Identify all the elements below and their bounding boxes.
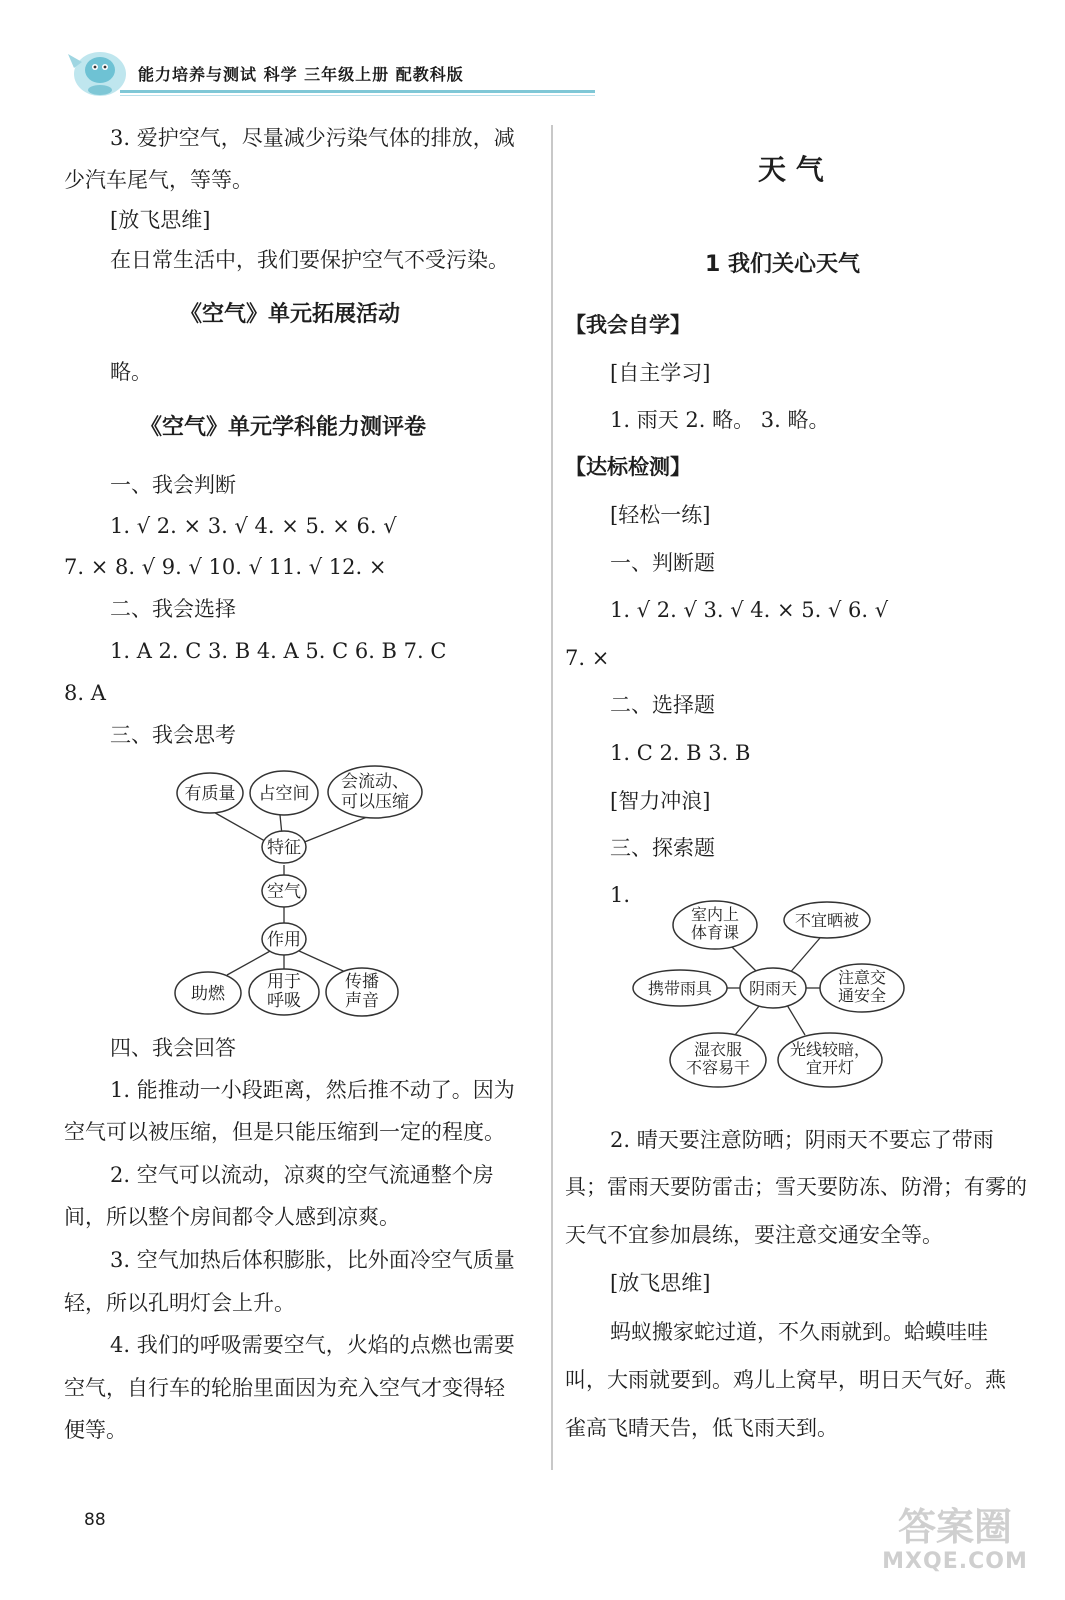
node-label: 可以压缩: [341, 792, 409, 812]
answer-line: 1. C 2. B 3. B: [610, 741, 751, 765]
node-label: 声音: [345, 991, 379, 1011]
text-line: 少汽车尾气，等等。: [64, 168, 253, 192]
node-label: 携带雨具: [647, 979, 713, 998]
answer-line: 空气可以被压缩，但是只能压缩到一定的程度。: [64, 1120, 505, 1144]
node-label: 通安全: [837, 986, 887, 1005]
watermark: [865, 1505, 1045, 1575]
section-label: [自主学习]: [610, 361, 711, 385]
section-label: [智力冲浪]: [610, 789, 711, 813]
node-label: 用于: [267, 972, 301, 992]
answer-line: 1. 雨天 2. 略。 3. 略。: [610, 408, 830, 432]
column-divider: [551, 125, 553, 1470]
question-section: 一、判断题: [610, 551, 715, 575]
node-label: 呼吸: [267, 991, 301, 1011]
answer-line: 叫，大雨就要到。鸡儿上窝早，明日天气好。燕: [565, 1368, 1006, 1392]
text-line: 3. 爱护空气，尽量减少污染气体的排放，减: [110, 126, 515, 150]
node-label: 助燃: [191, 984, 225, 1004]
question-section: 二、我会选择: [110, 597, 236, 621]
answer-line: 1. √ 2. × 3. √ 4. × 5. × 6. √: [110, 514, 397, 538]
text-line: 略。: [110, 360, 152, 384]
answer-line: 1. √ 2. √ 3. √ 4. × 5. √ 6. √: [610, 598, 889, 622]
node-label: 特征: [267, 838, 301, 858]
page-number: 88: [84, 1510, 106, 1530]
unit-title: 天 气: [758, 153, 824, 186]
node-label: 宜开灯: [805, 1058, 855, 1077]
answer-line: 1.: [610, 883, 631, 907]
node-label: 空气: [267, 882, 301, 902]
section-heading: 《空气》单元学科能力测评卷: [140, 415, 427, 440]
watermark-logo-text: 答案圈: [897, 1505, 1012, 1549]
section-label: [放飞思维]: [610, 1271, 711, 1295]
node-label: 会流动、: [341, 772, 409, 792]
section-label: [轻松一练]: [610, 503, 711, 527]
node-label: 阴雨天: [748, 979, 798, 998]
watermark-url: MXQE.COM: [882, 1549, 1028, 1574]
header-rule-thin: [120, 95, 595, 96]
node-label: 体育课: [690, 923, 740, 942]
question-section: 三、探索题: [610, 836, 715, 860]
answer-line: 空气，自行车的轮胎里面因为充入空气才变得轻: [64, 1376, 505, 1400]
question-section: 一、我会判断: [110, 473, 236, 497]
node-label: 湿衣服: [693, 1040, 743, 1059]
node-label: 有质量: [184, 784, 236, 804]
answer-line: 2. 晴天要注意防晒；阴雨天不要忘了带雨: [610, 1128, 994, 1152]
node-label: 占空间: [258, 784, 310, 804]
node-label: 注意交: [837, 968, 887, 987]
answer-line: 具；雷雨天要防雷击；雪天要防冻、防滑；有雾的: [565, 1175, 1027, 1199]
lesson-title: 1 我们关心天气: [705, 252, 860, 277]
answer-line: 轻，所以孔明灯会上升。: [64, 1291, 295, 1315]
answer-line: 3. 空气加热后体积膨胀，比外面冷空气质量: [110, 1248, 515, 1272]
node-label: 传播: [345, 972, 379, 992]
answer-line: 天气不宜参加晨练，要注意交通安全等。: [565, 1223, 943, 1247]
answer-line: 1. 能推动一小段距离，然后推不动了。因为: [110, 1078, 515, 1102]
page-header: [60, 40, 540, 105]
answer-line: 8. A: [64, 681, 106, 705]
answer-line: 雀高飞晴天告，低飞雨天到。: [565, 1416, 838, 1440]
node-label: 光线较暗，: [789, 1040, 871, 1059]
question-section: 二、选择题: [610, 693, 715, 717]
air-concept-map: [172, 765, 452, 1030]
header-title: 能力培养与测试 科学 三年级上册 配教科版: [138, 65, 464, 84]
answer-line: 蚂蚁搬家蛇过道，不久雨就到。蛤蟆哇哇: [610, 1320, 988, 1344]
answer-line: 1. A 2. C 3. B 4. A 5. C 6. B 7. C: [110, 639, 447, 663]
question-section: 四、我会回答: [110, 1036, 236, 1060]
answer-line: 2. 空气可以流动，凉爽的空气流通整个房: [110, 1163, 494, 1187]
block-heading: 【我会自学】: [565, 313, 691, 337]
node-label: 不容易干: [685, 1058, 751, 1077]
section-heading: 《空气》单元拓展活动: [180, 302, 401, 327]
answer-line: 7. ×: [565, 646, 610, 670]
text-line: 在日常生活中，我们要保护空气不受污染。: [110, 248, 509, 272]
node-label: 作用: [267, 930, 301, 950]
rainy-day-concept-map: [630, 900, 915, 1095]
header-rule: [120, 90, 595, 93]
answer-line: 间，所以整个房间都令人感到凉爽。: [64, 1205, 400, 1229]
answer-line: 便等。: [64, 1418, 127, 1442]
block-heading: 【达标检测】: [565, 455, 691, 479]
question-section: 三、我会思考: [110, 723, 236, 747]
node-label: 不宜晒被: [794, 911, 860, 930]
answer-line: 7. × 8. √ 9. √ 10. √ 11. √ 12. ×: [64, 555, 387, 579]
node-label: 室内上: [690, 905, 740, 924]
section-label: [放飞思维]: [110, 208, 211, 232]
answer-line: 4. 我们的呼吸需要空气，火焰的点燃也需要: [110, 1333, 515, 1357]
